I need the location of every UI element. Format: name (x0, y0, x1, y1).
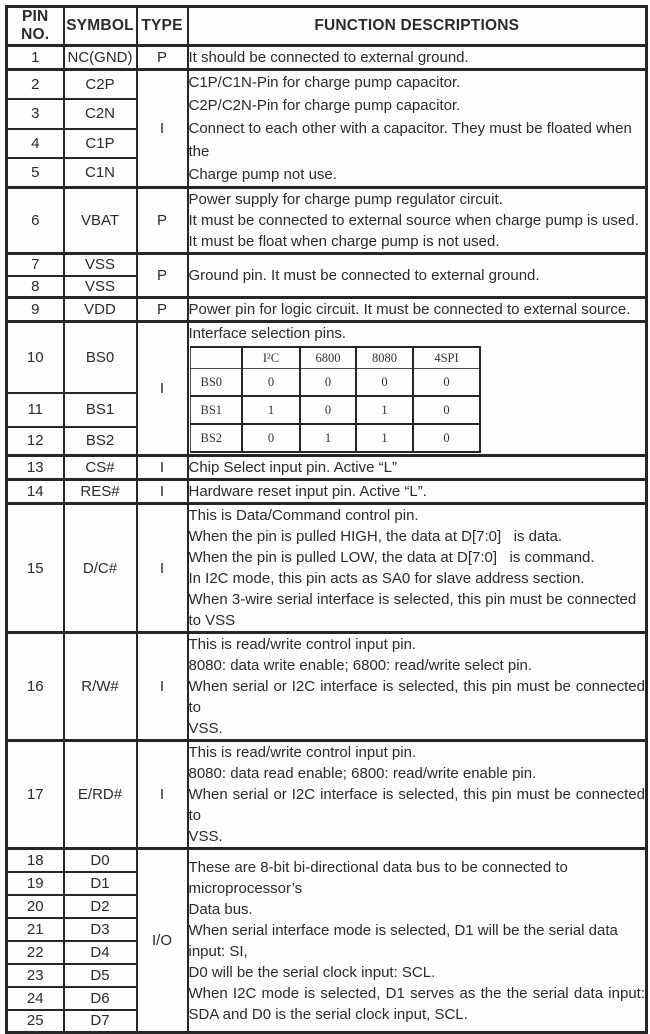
bs-label-cell: BS1 (190, 396, 242, 424)
table-row (7, 188, 647, 254)
function-line: When 3-wire serial interface is selected, this pin must be connected to VSS (188, 591, 641, 629)
function-line: In I2C mode, this pin acts as SA0 for slave address section. (188, 570, 585, 587)
bs-row (190, 424, 480, 452)
bs-value-cell: 0 (300, 396, 356, 424)
function-line: VSS. (188, 828, 223, 845)
pin-number-cell: 24 (7, 987, 64, 1010)
bs-value-cell: 1 (356, 396, 413, 424)
pin-number-cell: 14 (7, 480, 64, 504)
table-row (7, 298, 647, 322)
symbol-cell: C1P (64, 129, 137, 159)
bs-value-cell: 1 (300, 424, 356, 452)
table-header-row (7, 7, 647, 46)
function-line: It must be connected to external source when charge pump is used. (188, 212, 639, 229)
function-line: Ground pin. It must be connected to external ground. (188, 267, 540, 284)
function-line: This is Data/Command control pin. (188, 507, 419, 524)
pin-number-cell: 5 (7, 158, 64, 188)
function-line: When the pin is pulled HIGH, the data at D[7:0] is data. (188, 528, 563, 545)
pin-number-cell: 1 (7, 46, 64, 70)
symbol-cell: D3 (64, 918, 137, 941)
symbol-cell: E/RD# (64, 741, 137, 849)
function-cell (188, 480, 647, 504)
function-line: Hardware reset input pin. Active “L”. (188, 483, 427, 500)
pin-number-cell: 11 (7, 393, 64, 427)
table-row (7, 504, 647, 633)
header-type: TYPE (137, 7, 188, 46)
bs-header-row (190, 347, 480, 369)
pin-number-cell: 19 (7, 872, 64, 895)
symbol-cell: D1 (64, 872, 137, 895)
function-line: C2P/C2N-Pin for charge pump capacitor. (188, 97, 461, 114)
function-line: 8080: data write enable; 6800: read/write select pin. (188, 657, 533, 674)
pin-number-cell: 4 (7, 129, 64, 159)
bs-corner-cell (190, 347, 242, 369)
symbol-cell: BS1 (64, 393, 137, 427)
symbol-cell: D5 (64, 964, 137, 987)
bs-header-cell: 6800 (300, 347, 356, 369)
pin-number-cell: 8 (7, 276, 64, 298)
interface-selection-table (190, 346, 482, 453)
header-function-descriptions: FUNCTION DESCRIPTIONS (188, 7, 647, 46)
symbol-cell: D4 (64, 941, 137, 964)
type-cell: I/O (137, 849, 188, 1033)
pin-number-cell: 3 (7, 99, 64, 129)
symbol-cell: VSS (64, 254, 137, 276)
symbol-cell: CS# (64, 456, 137, 480)
function-line: When serial or I2C interface is selected, this pin must be connected to (188, 678, 645, 716)
symbol-cell: C2N (64, 99, 137, 129)
bs-value-cell: 0 (242, 424, 300, 452)
bs-value-cell: 0 (413, 424, 480, 452)
bs-header-cell: I²C (242, 347, 300, 369)
function-cell (188, 322, 647, 456)
bs-label-cell: BS2 (190, 424, 242, 452)
function-cell (188, 504, 647, 633)
bs-value-cell: 0 (356, 369, 413, 397)
bs-value-cell: 0 (413, 396, 480, 424)
bs-value-cell: 1 (356, 424, 413, 452)
function-line: Charge pump not use. (188, 166, 337, 183)
pin-number-cell: 15 (7, 504, 64, 633)
function-line: VSS. (188, 720, 223, 737)
table-row (7, 480, 647, 504)
type-cell: I (137, 633, 188, 741)
table-row (7, 254, 647, 276)
type-cell: I (137, 504, 188, 633)
table-row (7, 456, 647, 480)
pin-number-cell: 7 (7, 254, 64, 276)
function-line: Power supply for charge pump regulator circuit. (188, 191, 503, 208)
pin-number-cell: 12 (7, 427, 64, 456)
bs-label-cell: BS0 (190, 369, 242, 397)
function-line: Connect to each other with a capacitor. They must be floated when the (188, 120, 636, 160)
function-cell (188, 46, 647, 70)
symbol-cell: BS0 (64, 322, 137, 394)
bs-value-cell: 0 (413, 369, 480, 397)
type-cell: I (137, 456, 188, 480)
function-line: It should be connected to external ground. (188, 49, 469, 66)
pin-number-cell: 20 (7, 895, 64, 918)
table-row (7, 70, 647, 100)
header-symbol: SYMBOL (64, 7, 137, 46)
function-line: This is read/write control input pin. (188, 636, 417, 653)
symbol-cell: NC(GND) (64, 46, 137, 70)
function-line: 8080: data read enable; 6800: read/write enable pin. (188, 765, 537, 782)
table-row (7, 849, 647, 872)
bs-row (190, 369, 480, 397)
type-cell: P (137, 298, 188, 322)
function-cell (188, 254, 647, 298)
function-line: C1P/C1N-Pin for charge pump capacitor. (188, 74, 461, 91)
function-line: Chip Select input pin. Active “L” (188, 459, 397, 476)
pin-number-cell: 18 (7, 849, 64, 872)
pin-number-cell: 17 (7, 741, 64, 849)
symbol-cell: D6 (64, 987, 137, 1010)
symbol-cell: BS2 (64, 427, 137, 456)
pin-function-table (5, 5, 648, 1034)
symbol-cell: VDD (64, 298, 137, 322)
symbol-cell: D2 (64, 895, 137, 918)
function-cell (188, 298, 647, 322)
function-line: When I2C mode is selected, D1 serves as the the serial data input: (188, 984, 645, 1002)
pin-number-cell: 2 (7, 70, 64, 100)
pin-number-cell: 6 (7, 188, 64, 254)
type-cell: P (137, 254, 188, 298)
function-line: These are 8-bit bi-directional data bus to be connected to microprocessor’s (188, 858, 573, 897)
function-line: Data bus. (188, 900, 253, 918)
bs-header-cell: 8080 (356, 347, 413, 369)
symbol-cell: C2P (64, 70, 137, 100)
function-cell (188, 70, 647, 188)
pin-number-cell: 10 (7, 322, 64, 394)
pin-number-cell: 22 (7, 941, 64, 964)
function-line: When the pin is pulled LOW, the data at D[7:0] is command. (188, 549, 595, 566)
pin-number-cell: 21 (7, 918, 64, 941)
function-line: This is read/write control input pin. (188, 744, 417, 761)
function-line: When serial or I2C interface is selected, this pin must be connected to (188, 786, 645, 824)
function-line: D0 will be the serial clock input: SCL. (188, 963, 436, 981)
symbol-cell: VBAT (64, 188, 137, 254)
function-cell (188, 633, 647, 741)
function-line: Interface selection pins. (188, 325, 347, 342)
symbol-cell: VSS (64, 276, 137, 298)
bs-value-cell: 1 (242, 396, 300, 424)
function-line: SDA and D0 is the serial clock input, SCL. (188, 1005, 468, 1023)
bs-row (190, 396, 480, 424)
symbol-cell: D7 (64, 1010, 137, 1033)
type-cell: I (137, 70, 188, 188)
bs-value-cell: 0 (300, 369, 356, 397)
pin-number-cell: 25 (7, 1010, 64, 1033)
function-line: It must be float when charge pump is not used. (188, 233, 500, 250)
symbol-cell: C1N (64, 158, 137, 188)
header-pin-no: PIN NO. (7, 7, 64, 46)
symbol-cell: D0 (64, 849, 137, 872)
table-row (7, 741, 647, 849)
bs-value-cell: 0 (242, 369, 300, 397)
function-cell (188, 741, 647, 849)
function-line: When serial interface mode is selected, D1 will be the serial data input: SI, (188, 921, 623, 960)
function-cell (188, 849, 647, 1033)
table-row (7, 46, 647, 70)
type-cell: P (137, 46, 188, 70)
pin-number-cell: 13 (7, 456, 64, 480)
type-cell: P (137, 188, 188, 254)
function-cell (188, 456, 647, 480)
type-cell: I (137, 741, 188, 849)
pin-number-cell: 16 (7, 633, 64, 741)
pin-number-cell: 9 (7, 298, 64, 322)
function-line: Power pin for logic circuit. It must be connected to external source. (188, 301, 631, 318)
symbol-cell: D/C# (64, 504, 137, 633)
function-cell (188, 188, 647, 254)
table-row (7, 633, 647, 741)
pin-number-cell: 23 (7, 964, 64, 987)
symbol-cell: RES# (64, 480, 137, 504)
type-cell: I (137, 322, 188, 456)
type-cell: I (137, 480, 188, 504)
symbol-cell: R/W# (64, 633, 137, 741)
bs-header-cell: 4SPI (413, 347, 480, 369)
table-row (7, 322, 647, 394)
